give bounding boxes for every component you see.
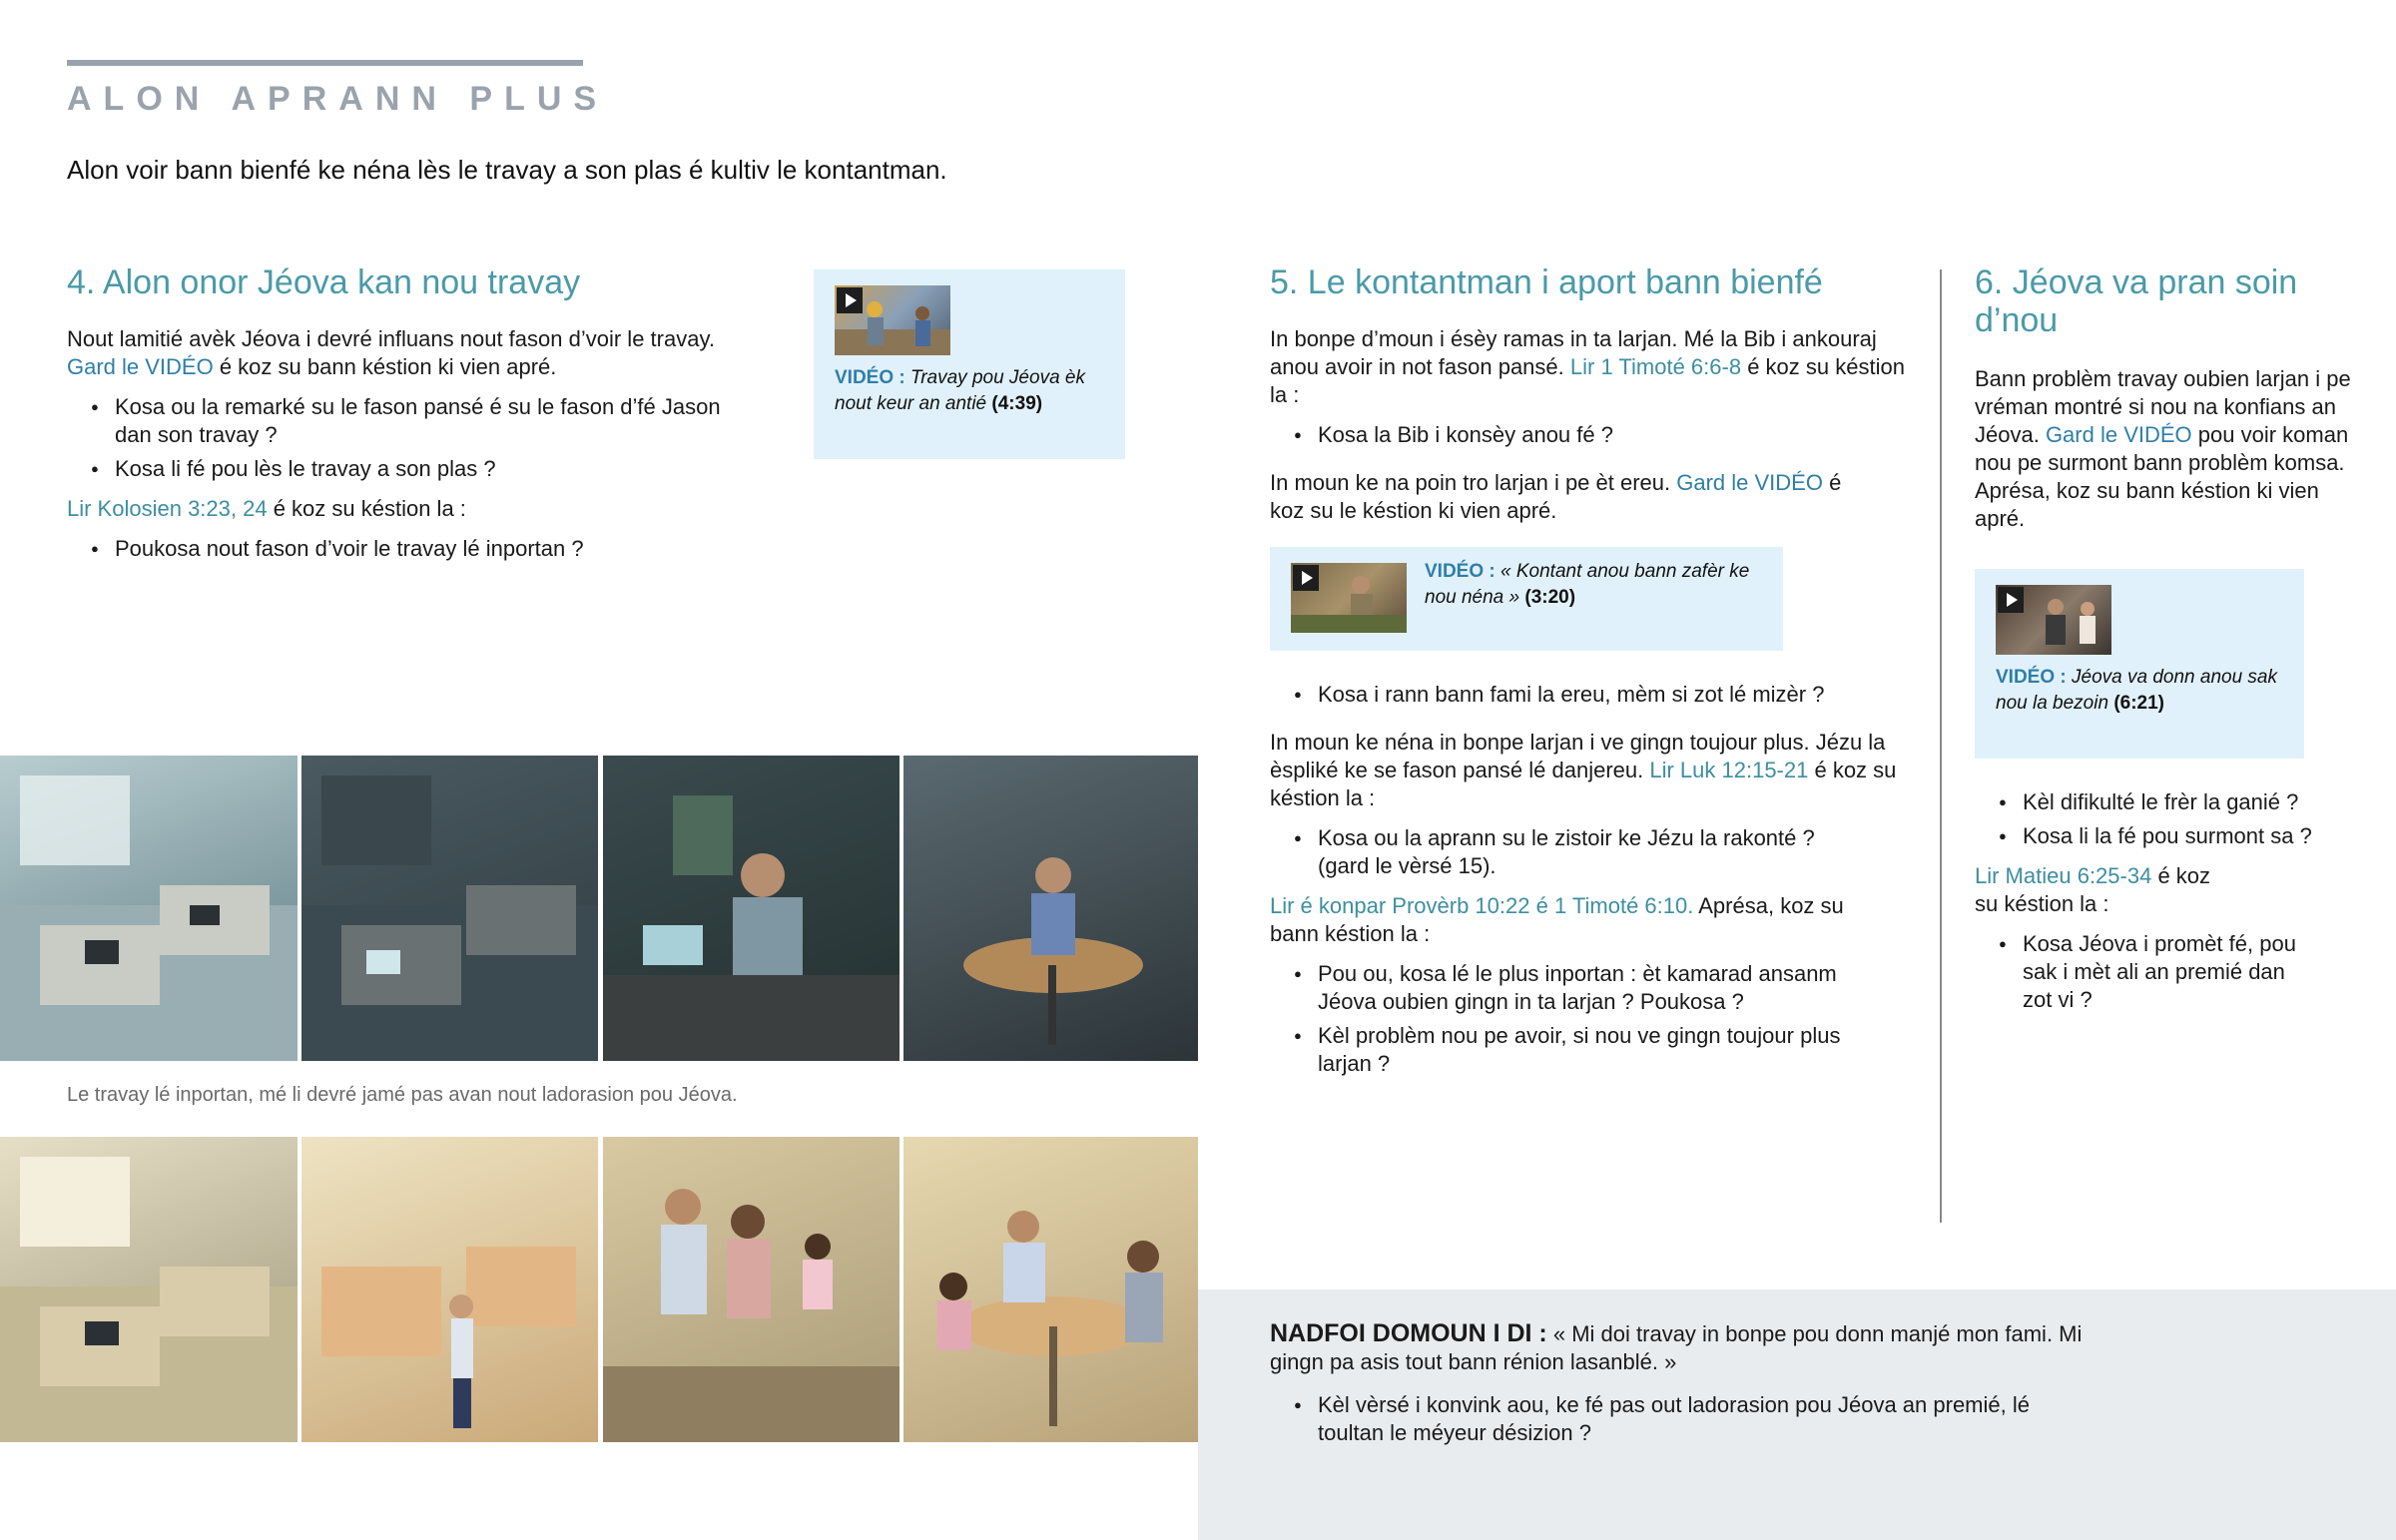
heading-5: 5. Le kontantman i aport bann bienfé — [1270, 263, 1823, 301]
list-item: ● Kosa la Bib i konsèy anou fé ? — [1294, 421, 1909, 449]
col6-paragraph: Bann problèm travay oubien larjan i pe vréman montré si nou na konfians an Jéova. Gard le VIDÉO pou voir koman nou pe surmont bann problèm komsa. Aprésa, koz su bann késtion ki vien apré. — [1975, 366, 2351, 531]
play-icon — [837, 287, 863, 313]
col5-paragraph-4: Lir é konpar Provèrb 10:22 é 1 Timoté 6:10. Aprésa, koz su bann késtion la : — [1270, 893, 1844, 946]
heading-4: 4. Alon onor Jéova kan nou travay — [67, 263, 581, 301]
col5-questions-4 — [1294, 960, 1853, 1078]
scripture-link[interactable]: Lir 1 Timoté 6:6-8 — [1569, 354, 1742, 379]
play-icon — [1998, 587, 2024, 613]
list-item: ● Kèl vèrsé i konvink aou, ke fé pas out ladorasion pou Jéova an premié, lé toultan le méyeur désizion ? — [1294, 1391, 2053, 1447]
video-thumbnail[interactable] — [1291, 563, 1407, 633]
watch-video-link[interactable]: Gard le VIDÉO — [1676, 470, 1823, 495]
video-card-4[interactable] — [814, 269, 1125, 459]
quote-text: NADFOI DOMOUN I DI : « Mi doi travay in bonpe pou donn manjé mon fami. Mi gingn pa asis tout bann rénion lasanblé. » — [1270, 1319, 2083, 1374]
illustration-meeting — [603, 1137, 899, 1442]
list-item: ● Kosa ou la aprann su le zistoir ke Jézu la rakonté ? (gard le vèrsé 15). — [1294, 824, 1853, 880]
col5-paragraph-1: In bonpe d’moun i ésèy ramas in ta larjan. Mé la Bib i ankouraj anou avoir in not fason pansé. Lir 1 Timoté 6:6-8 é koz su késtion la : — [1270, 326, 1905, 407]
col4-body — [67, 325, 766, 569]
office-scene — [0, 1137, 298, 1442]
col5-questions-1 — [1294, 421, 1909, 449]
video-label-4: VIDÉO : Travay pou Jéova èk nout keur an antié (4:39) — [835, 367, 1085, 414]
col6-questions-2 — [1999, 930, 2308, 1014]
video-card-5[interactable] — [1270, 547, 1783, 651]
list-item: ● Kèl difikulté le frèr la ganié ? — [1999, 788, 2354, 816]
col5-paragraph-2: In moun ke na poin tro larjan i pe èt ereu. Gard le VIDÉO é koz su le késtion ki vien apré. — [1270, 470, 1842, 523]
list-item: ● Kosa li fé pou lès le travay a son plas ? — [91, 455, 750, 483]
col5-body — [1270, 325, 1909, 1084]
col4-questions-2 — [91, 535, 766, 563]
office-scene — [0, 756, 298, 1061]
illustration-office-4 — [0, 1137, 298, 1442]
intro-text: Alon voir bann bienfé ke néna lès le travay a son plas é kultiv le kontantman. — [67, 155, 947, 185]
illustration-office-3 — [603, 756, 899, 1061]
play-icon — [1293, 565, 1319, 591]
video-label-6: VIDÉO : Jéova va donn anou sak nou la bezoin (6:21) — [1996, 667, 2278, 714]
office-scene — [301, 756, 598, 1061]
scripture-link[interactable]: Lir Luk 12:15-21 — [1649, 758, 1809, 782]
illustration-office-1 — [0, 756, 298, 1061]
col5-questions-3 — [1294, 824, 1853, 880]
section-title: ALON APRANN PLUS — [67, 80, 609, 118]
family-meal-scene — [903, 1137, 1198, 1442]
col6-questions-1 — [1999, 788, 2354, 850]
scripture-link[interactable]: Lir Matieu 6:25-34 — [1975, 863, 2152, 888]
quote-panel — [1198, 1289, 2396, 1540]
office-scene — [301, 1137, 598, 1442]
list-item: ● Kosa li la fé pou surmont sa ? — [1999, 822, 2354, 850]
header-rule — [67, 60, 583, 66]
watch-video-link[interactable]: Gard le VIDÉO — [2045, 422, 2192, 447]
list-item: ● Kèl problèm nou pe avoir, si nou ve gingn toujour plus larjan ? — [1294, 1022, 1853, 1078]
list-item: ● Kosa ou la remarké su le fason pansé é su le fason d’fé Jason dan son travay ? — [91, 393, 750, 449]
list-item: ● Kosa Jéova i promèt fé, pou sak i mèt ali an premié dan zot vi ? — [1999, 930, 2308, 1014]
col4-paragraph: Nout lamitié avèk Jéova i devré influans nout fason d’voir le travay. Gard le VIDÉO é koz su bann késtion ki vien apré. — [67, 326, 715, 379]
scripture-link[interactable]: Lir Kolosien 3:23, 24 — [67, 496, 268, 521]
column-divider — [1940, 269, 1942, 1223]
watch-video-link[interactable]: Gard le VIDÉO — [67, 354, 214, 379]
list-item: ● Poukosa nout fason d’voir le travay lé inportan ? — [91, 535, 766, 563]
video-thumbnail[interactable] — [1996, 585, 2111, 655]
video-card-6[interactable] — [1975, 569, 2304, 759]
illustration-office-5 — [301, 1137, 598, 1442]
col6-read: Lir Matieu 6:25-34 é koz su késtion la : — [1975, 863, 2211, 916]
heading-6: 6. Jéova va pran soin d’nou — [1975, 263, 2298, 339]
video-thumbnail[interactable] — [835, 285, 950, 355]
col6-body — [1975, 365, 2354, 1020]
col4-read: Lir Kolosien 3:23, 24 é koz su késtion la : — [67, 496, 466, 521]
col4-questions — [91, 393, 750, 483]
list-item: ● Pou ou, kosa lé le plus inportan : èt kamarad ansanm Jéova oubien gingn in ta larjan ? Poukosa ? — [1294, 960, 1853, 1016]
list-item: ● Kosa i rann bann fami la ereu, mèm si zot lé mizèr ? — [1294, 681, 1909, 709]
col5-paragraph-3: In moun ke néna in bonpe larjan i ve gingn toujour plus. Jézu la èspliké ke se fason pansé lé danjereu. Lir Luk 12:15-21 é koz su késtion la : — [1270, 730, 1897, 810]
panel-questions — [1294, 1391, 2053, 1453]
home-scene — [903, 756, 1198, 1061]
office-scene — [603, 756, 899, 1061]
meeting-scene — [603, 1137, 899, 1442]
scripture-link[interactable]: Lir é konpar Provèrb 10:22 é 1 Timoté 6:10. — [1270, 893, 1694, 918]
illustration-office-2 — [301, 756, 598, 1061]
video-label-5: VIDÉO : « Kontant anou bann zafèr ke nou néna » (3:20) — [1425, 561, 1750, 608]
image-caption: Le travay lé inportan, mé li devré jamé pas avan nout ladorasion pou Jéova. — [67, 1084, 738, 1106]
illustration-home-night — [903, 756, 1198, 1061]
col5-questions-2 — [1294, 681, 1909, 709]
illustration-family-meal — [903, 1137, 1198, 1442]
